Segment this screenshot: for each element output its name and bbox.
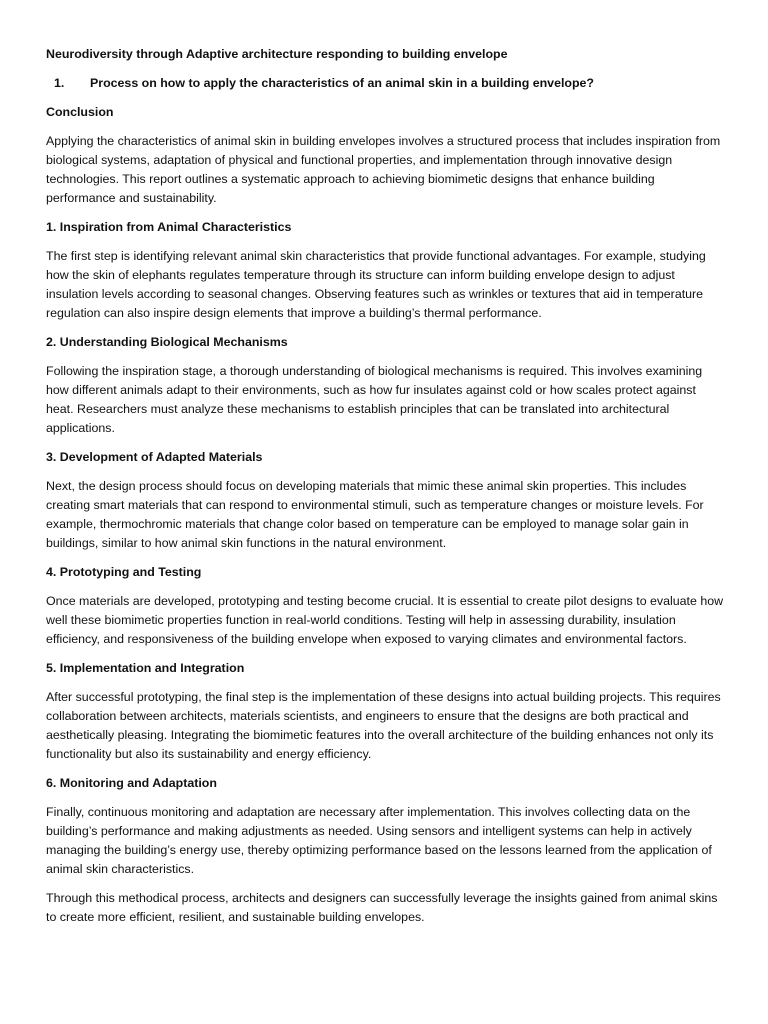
- section-heading-1: 1. Inspiration from Animal Characteristics: [46, 220, 292, 234]
- section-heading-2: 2. Understanding Biological Mechanisms: [46, 335, 288, 349]
- section-body-2: Following the inspiration stage, a thorough understanding of biological mechanisms is required. This involves examining how different animals adapt to their environments, such as how fur insulates against cold or how scales protect against heat. Researchers must analyze these mechanisms to establish principles that can be translated into architectural applications.: [46, 364, 703, 435]
- section-heading-3: 3. Development of Adapted Materials: [46, 450, 263, 464]
- section-body-5: After successful prototyping, the final step is the implementation of these designs into actual building projects. This requires collaboration between architects, materials scientists, and engineers to ensure that the designs are both practical and aesthetically pleasing. Integrating the biomimetic features into the overall architecture of the building enhances not only its functionality but also its sustainability and energy efficiency.: [46, 690, 721, 761]
- document-title: Neurodiversity through Adaptive architecture responding to building envelope: [46, 47, 508, 61]
- question-number: 1.: [54, 76, 65, 90]
- section-heading-5: 5. Implementation and Integration: [46, 661, 245, 675]
- section-body-1: The first step is identifying relevant animal skin characteristics that provide functional advantages. For example, studying how the skin of elephants regulates temperature through its structure can inform building envelope design to adjust insulation levels according to seasonal changes. Observing features such as wrinkles or textures that aid in temperature regulation can also inspire design elements that improve a building’s thermal performance.: [46, 249, 706, 320]
- question-text: Process on how to apply the characteristics of an animal skin in a building envelope?: [90, 76, 595, 90]
- intro-paragraph: Applying the characteristics of animal skin in building envelopes involves a structured process that includes inspiration from biological systems, adaptation of physical and functional properties, and implementation through innovative design technologies. This report outlines a systematic approach to achieving biomimetic designs that enhance building performance and sustainability.: [46, 134, 721, 205]
- document-page: [46, 45, 726, 937]
- section-body-6: Finally, continuous monitoring and adaptation are necessary after implementation. This involves collecting data on the building’s performance and making adjustments as needed. Using sensors and intelligent systems can help in actively managing the building’s energy use, thereby optimizing performance based on the lessons learned from the application of animal skin characteristics.: [46, 805, 712, 876]
- question-item: [46, 74, 726, 93]
- conclusion-heading: Conclusion: [46, 105, 114, 119]
- section-heading-4: 4. Prototyping and Testing: [46, 565, 202, 579]
- section-body-4: Once materials are developed, prototyping and testing become crucial. It is essential to create pilot designs to evaluate how well these biomimetic properties function in real-world conditions. Testing will help in assessing durability, insulation efficiency, and responsiveness of the building envelope when exposed to varying climates and environmental factors.: [46, 594, 724, 646]
- closing-paragraph: Through this methodical process, architects and designers can successfully leverage the insights gained from animal skins to create more efficient, resilient, and sustainable building envelopes.: [46, 891, 718, 924]
- section-heading-6: 6. Monitoring and Adaptation: [46, 776, 217, 790]
- section-body-3: Next, the design process should focus on developing materials that mimic these animal skin properties. This includes creating smart materials that can respond to environmental stimuli, such as temperature changes or moisture levels. For example, thermochromic materials that change color based on temperature can be employed to manage solar gain in buildings, similar to how animal skin functions in the natural environment.: [46, 479, 704, 550]
